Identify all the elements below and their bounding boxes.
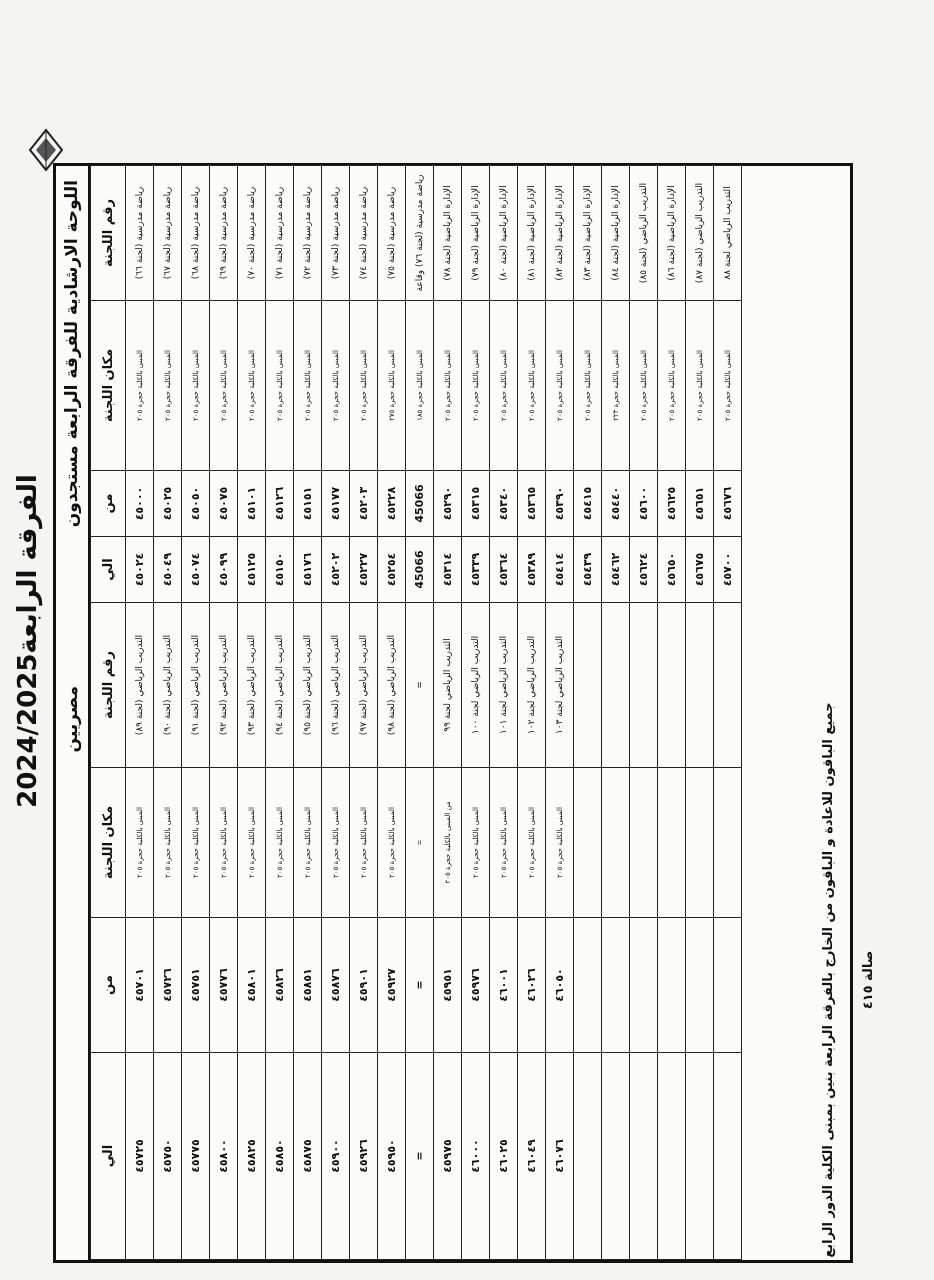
to-cell: ٤٥١٢٥ bbox=[238, 537, 266, 603]
place-cell: المبنى بالكلية حجرة ٢٠٥ bbox=[210, 768, 238, 918]
from-cell: ٤٥٩٧٦ bbox=[462, 918, 490, 1053]
from-cell bbox=[602, 918, 630, 1053]
to-cell: ٤٥٨٧٥ bbox=[294, 1053, 322, 1260]
place-cell: المبنى بالكلية حجرة ٢٠٥ bbox=[434, 301, 462, 471]
place-cell: المبنى بالكلية حجرة ٢٠٥ bbox=[154, 301, 182, 471]
from-cell: ٤٥٧٠١ bbox=[126, 918, 154, 1053]
place-cell bbox=[602, 768, 630, 918]
place-cell: المبنى بالكلية حجرة ٢٠٥ bbox=[378, 768, 406, 918]
committee-cell: التدريب الرياضي لجنة ١٠١ bbox=[490, 603, 518, 768]
table-row bbox=[462, 166, 490, 1260]
to-cell: ٤٥٩٠٠ bbox=[322, 1053, 350, 1260]
to-cell: ٤٥١٥٠ bbox=[266, 537, 294, 603]
table-row bbox=[490, 166, 518, 1260]
from-cell: ٤٥٧٢٦ bbox=[154, 918, 182, 1053]
place-cell: من المبنى بالكلية حجرة ٢٠٥ bbox=[434, 768, 462, 918]
to-cell: ٤٦٠٤٩ bbox=[518, 1053, 546, 1260]
place-cell: المبنى بالكلية حجرة ٢٠٥ bbox=[462, 768, 490, 918]
committee-cell bbox=[658, 603, 686, 768]
committee-cell: التدريب الرياضي (لجنة ٩٣) bbox=[238, 603, 266, 768]
committee-cell: رياضة مدرسية (لجنة ٧١) bbox=[266, 166, 294, 301]
place-cell: = bbox=[406, 768, 434, 918]
table-row bbox=[126, 166, 154, 1260]
to-cell: ٤٥٤٣٩ bbox=[574, 537, 602, 603]
committee-cell: رياضة مدرسية (لجنة ٦٧) bbox=[154, 166, 182, 301]
place-cell: المبنى بالكلية حجرة ٢٠٥ bbox=[462, 301, 490, 471]
to-cell: ٤٥٧٠٠ bbox=[714, 537, 742, 603]
committee-cell: رياضة مدرسية (لجنة ٧٣) bbox=[322, 166, 350, 301]
place-cell: المبنى بالكلية حجرة ٢٠٥ bbox=[658, 301, 686, 471]
table-row bbox=[518, 166, 546, 1260]
committee-cell: التدريب الرياضي (لجنة ٨٧) bbox=[686, 166, 714, 301]
committee-cell: التدريب الرياضي (لجنة ٩٢) bbox=[210, 603, 238, 768]
committee-cell: رياضة مدرسية (لجنة ٧٠) bbox=[238, 166, 266, 301]
committee-cell: رياضة مدرسية (لجنة ٧٥) bbox=[378, 166, 406, 301]
committee-cell bbox=[602, 603, 630, 768]
place-cell: المبنى بالكلية حجرة ٢٠٥ bbox=[574, 301, 602, 471]
from-cell: ٤٥٨٥١ bbox=[294, 918, 322, 1053]
place-cell: المبنى بالكلية حجرة ٢٠٥ bbox=[630, 301, 658, 471]
from-cell: ٤٥١٥١ bbox=[294, 471, 322, 537]
place-cell: المبنى بالكلية حجرة ٢٢٣ bbox=[602, 301, 630, 471]
from-cell bbox=[714, 918, 742, 1053]
to-cell: ٤٥٦٧٥ bbox=[686, 537, 714, 603]
col-place: مكان اللجنة bbox=[91, 301, 126, 471]
to-cell: ٤٥٧٥٠ bbox=[154, 1053, 182, 1260]
committee-cell: التدريب الرياضي (لجنة ٨٩) bbox=[126, 603, 154, 768]
from-cell: ٤٥٩٥١ bbox=[434, 918, 462, 1053]
to-cell: 45066 bbox=[406, 537, 434, 603]
to-cell: ٤٥٣١٤ bbox=[434, 537, 462, 603]
from-cell: ٤٥٨٢٦ bbox=[266, 918, 294, 1053]
from-cell: ٤٥٨٧٦ bbox=[322, 918, 350, 1053]
to-cell: ٤٥٦٥٠ bbox=[658, 537, 686, 603]
to-cell: ٤٥٤١٤ bbox=[546, 537, 574, 603]
guidance-board bbox=[53, 163, 876, 1263]
col-committee-no: رقم اللجنة bbox=[91, 166, 126, 301]
committee-cell: الإدارة الرياضية (لجنة ٨٠) bbox=[490, 166, 518, 301]
committee-cell: التدريب الرياضي (لجنة ٩١) bbox=[182, 603, 210, 768]
committee-cell: الإدارة الرياضية (لجنة ٨٤) bbox=[602, 166, 630, 301]
table-row bbox=[714, 166, 742, 1260]
committee-cell: التدريب الرياضي لجنة ١٠٢ bbox=[518, 603, 546, 768]
to-cell bbox=[658, 1053, 686, 1260]
to-cell bbox=[574, 1053, 602, 1260]
place-cell bbox=[714, 768, 742, 918]
committees-table bbox=[90, 165, 742, 1260]
committee-cell: رياضة مدرسية (لجنة ٦٦) bbox=[126, 166, 154, 301]
from-cell: ٤٥٣١٥ bbox=[462, 471, 490, 537]
committee-cell: التدريب الرياضي لجنة ١٠٠ bbox=[462, 603, 490, 768]
place-cell: المبنى بالكلية حجرة ٢٠٥ bbox=[294, 768, 322, 918]
place-cell bbox=[686, 768, 714, 918]
committee-cell: رياضة مدرسية (لجنة ٧٤) bbox=[350, 166, 378, 301]
to-cell: ٤٦٠٧٦ bbox=[546, 1053, 574, 1260]
table-row bbox=[574, 166, 602, 1260]
committee-cell: الإدارة الرياضية (لجنة ٨٢) bbox=[546, 166, 574, 301]
from-cell: ٤٥٦٧٦ bbox=[714, 471, 742, 537]
to-cell bbox=[686, 1053, 714, 1260]
from-cell: ٤٥٠٢٥ bbox=[154, 471, 182, 537]
from-cell: ٤٥١٠١ bbox=[238, 471, 266, 537]
from-cell: ٤٥٨٠١ bbox=[238, 918, 266, 1053]
committee-cell: التدريب الرياضي لجنة ٨٨ bbox=[714, 166, 742, 301]
place-cell: المبنى بالكلية حجرة ٢٠٥ bbox=[238, 768, 266, 918]
committee-cell: التدريب الرياضي (لجنة ٩٧) bbox=[350, 603, 378, 768]
rotated-document bbox=[1, 19, 931, 1263]
table-header-row bbox=[91, 166, 126, 1260]
to-cell: ٤٦٠٠٠ bbox=[462, 1053, 490, 1260]
from-cell: ٤٥٩٢٧ bbox=[378, 918, 406, 1053]
place-cell: المبنى بالكلية حجرة ٢٠٥ bbox=[126, 768, 154, 918]
table-row bbox=[406, 166, 434, 1260]
board-header bbox=[56, 166, 90, 1260]
place-cell: المبنى بالكلية حجرة ٢٠٥ bbox=[490, 768, 518, 918]
place-cell: المبنى بالكلية حجرة ٢٠٥ bbox=[546, 768, 574, 918]
to-cell: ٤٥٦٢٤ bbox=[630, 537, 658, 603]
from-cell: ٤٥٣٤٠ bbox=[490, 471, 518, 537]
place-cell bbox=[630, 768, 658, 918]
from-cell: = bbox=[406, 918, 434, 1053]
from-cell: ٤٥٧٧٦ bbox=[210, 918, 238, 1053]
place-cell: المبنى بالكلية حجرة ٢٧٥ bbox=[378, 301, 406, 471]
col-from: من bbox=[91, 471, 126, 537]
to-cell: ٤٥٩٢٦ bbox=[350, 1053, 378, 1260]
from-cell bbox=[630, 918, 658, 1053]
committee-cell: الإدارة الرياضية (لجنة ٧٨) bbox=[434, 166, 462, 301]
to-cell: ٤٥١٧٦ bbox=[294, 537, 322, 603]
to-cell: ٤٥٣٨٩ bbox=[518, 537, 546, 603]
committee-cell: الإدارة الرياضية (لجنة ٨٦) bbox=[658, 166, 686, 301]
table-row bbox=[350, 166, 378, 1260]
place-cell: المبنى بالكلية حجرة ١٨٥ bbox=[406, 301, 434, 471]
from-cell: 45066 bbox=[406, 471, 434, 537]
to-cell: = bbox=[406, 1053, 434, 1260]
from-cell: ٤٥٤١٥ bbox=[574, 471, 602, 537]
from-cell: ٤٥٣٦٥ bbox=[518, 471, 546, 537]
col-to: الي bbox=[91, 537, 126, 603]
from-cell: ٤٥٧٥١ bbox=[182, 918, 210, 1053]
committee-cell: = bbox=[406, 603, 434, 768]
to-cell bbox=[602, 1053, 630, 1260]
place-cell: المبنى بالكلية حجرة ٢٠٥ bbox=[546, 301, 574, 471]
committee-cell: التدريب الرياضي لجنة ٩٩ bbox=[434, 603, 462, 768]
place-cell bbox=[574, 768, 602, 918]
to-cell: ٤٥٠٧٤ bbox=[182, 537, 210, 603]
place-cell: المبنى بالكلية حجرة ٢٠٥ bbox=[154, 768, 182, 918]
place-cell: المبنى بالكلية حجرة ٢٠٥ bbox=[294, 301, 322, 471]
committee-cell: رياضة مدرسية (لجنة ٦٨) bbox=[182, 166, 210, 301]
place-cell bbox=[658, 768, 686, 918]
col-place: مكان اللجنة bbox=[91, 768, 126, 918]
table-row bbox=[182, 166, 210, 1260]
from-cell: ٤٥٠٧٥ bbox=[210, 471, 238, 537]
from-cell: ٤٥٠٠٠ bbox=[126, 471, 154, 537]
committee-cell: التدريب الرياضي (لجنة ٩٥) bbox=[294, 603, 322, 768]
committee-cell bbox=[714, 603, 742, 768]
from-cell: ٤٦٠٢٦ bbox=[518, 918, 546, 1053]
committee-cell: رياضة مدرسية (لجنة ٦٩) bbox=[210, 166, 238, 301]
table-row bbox=[658, 166, 686, 1260]
to-cell: ٤٥٠٢٤ bbox=[126, 537, 154, 603]
to-cell: ٤٥٢٥٤ bbox=[378, 537, 406, 603]
place-cell: المبنى بالكلية حجرة ٢٠٥ bbox=[518, 768, 546, 918]
table-row bbox=[602, 166, 630, 1260]
to-cell: ٤٥٩٧٥ bbox=[434, 1053, 462, 1260]
from-cell: ٤٥٠٥٠ bbox=[182, 471, 210, 537]
place-cell: المبنى بالكلية حجرة ٢٠٥ bbox=[686, 301, 714, 471]
from-cell: ٤٥٢٩٠ bbox=[434, 471, 462, 537]
footer-note: جميع الباقون للاعادة و الباقون من الخارج بالفرقة الرابعة بنين بمبنى الكلية الدور الرابع صالة ٤١٥ bbox=[821, 702, 876, 1258]
to-cell: ٤٥٧٧٥ bbox=[182, 1053, 210, 1260]
board-title: اللوحة الارشادية للفرقة الرابعة مستجدون bbox=[62, 180, 82, 528]
from-cell: ٤٥١٧٧ bbox=[322, 471, 350, 537]
to-cell: ٤٥٢٢٧ bbox=[350, 537, 378, 603]
from-cell: ٤٦٠٥٠ bbox=[546, 918, 574, 1053]
from-cell bbox=[574, 918, 602, 1053]
from-cell: ٤٥٤٤٠ bbox=[602, 471, 630, 537]
to-cell: ٤٥٨٥٠ bbox=[266, 1053, 294, 1260]
from-cell bbox=[686, 918, 714, 1053]
to-cell: ٤٥٩٥٠ bbox=[378, 1053, 406, 1260]
table-row bbox=[294, 166, 322, 1260]
place-cell: المبنى بالكلية حجرة ٢٠٥ bbox=[266, 301, 294, 471]
to-cell: ٤٥٣٣٩ bbox=[462, 537, 490, 603]
to-cell: ٤٥٠٤٩ bbox=[154, 537, 182, 603]
committee-cell: الإدارة الرياضية (لجنة ٧٩) bbox=[462, 166, 490, 301]
board-subtitle: مصريين bbox=[62, 686, 82, 753]
committee-cell bbox=[574, 603, 602, 768]
col-from: من bbox=[91, 918, 126, 1053]
from-cell: ٤٥٦٢٥ bbox=[658, 471, 686, 537]
committee-cell: التدريب الرياضي (لجنة ٩٨) bbox=[378, 603, 406, 768]
table-row bbox=[434, 166, 462, 1260]
to-cell bbox=[630, 1053, 658, 1260]
from-cell: ٤٥٦٥١ bbox=[686, 471, 714, 537]
committee-cell: التدريب الرياضي (لجنة ٩٤) bbox=[266, 603, 294, 768]
page-title: الفرقة الرابعة2024/2025 bbox=[13, 474, 43, 808]
committee-cell bbox=[686, 603, 714, 768]
table-row bbox=[686, 166, 714, 1260]
from-cell: ٤٥٩٠١ bbox=[350, 918, 378, 1053]
place-cell: المبنى بالكلية حجرة ٢٠٥ bbox=[238, 301, 266, 471]
from-cell: ٤٥٢٠٣ bbox=[350, 471, 378, 537]
place-cell: المبنى بالكلية حجرة ٢٠٥ bbox=[518, 301, 546, 471]
from-cell bbox=[658, 918, 686, 1053]
place-cell: المبنى بالكلية حجرة ٢٠٥ bbox=[182, 768, 210, 918]
committee-cell: التدريب الرياضي (لجنة ٨٥) bbox=[630, 166, 658, 301]
place-cell: المبنى بالكلية حجرة ٢٠٥ bbox=[266, 768, 294, 918]
table-row bbox=[154, 166, 182, 1260]
committee-cell bbox=[630, 603, 658, 768]
from-cell: ٤٥٣٩٠ bbox=[546, 471, 574, 537]
table-row bbox=[630, 166, 658, 1260]
to-cell: ٤٥٧٢٥ bbox=[126, 1053, 154, 1260]
from-cell: ٤٥٦٠٠ bbox=[630, 471, 658, 537]
to-cell: ٤٥٢٠٢ bbox=[322, 537, 350, 603]
table-row bbox=[210, 166, 238, 1260]
to-cell: ٤٥٨٢٥ bbox=[238, 1053, 266, 1260]
place-cell: المبنى بالكلية حجرة ٢٠٥ bbox=[714, 301, 742, 471]
place-cell: المبنى بالكلية حجرة ٢٠٥ bbox=[126, 301, 154, 471]
table-row bbox=[238, 166, 266, 1260]
place-cell: المبنى بالكلية حجرة ٢٠٥ bbox=[490, 301, 518, 471]
from-cell: ٤٥٢٢٨ bbox=[378, 471, 406, 537]
place-cell: المبنى بالكلية حجرة ٢٠٥ bbox=[350, 768, 378, 918]
table-row bbox=[266, 166, 294, 1260]
table-row bbox=[378, 166, 406, 1260]
place-cell: المبنى بالكلية حجرة ٢٠٥ bbox=[210, 301, 238, 471]
to-cell: ٤٦٠٢٥ bbox=[490, 1053, 518, 1260]
committee-cell: رياضة مدرسية (لجنة ٧٦) وقاعة bbox=[406, 166, 434, 301]
committee-cell: التدريب الرياضي لجنة ١٠٣ bbox=[546, 603, 574, 768]
table-row bbox=[546, 166, 574, 1260]
place-cell: المبنى بالكلية حجرة ٢٠٥ bbox=[322, 768, 350, 918]
place-cell: المبنى بالكلية حجرة ٢٠٥ bbox=[182, 301, 210, 471]
to-cell: ٤٥٣٦٤ bbox=[490, 537, 518, 603]
table-row bbox=[322, 166, 350, 1260]
committee-cell: الإدارة الرياضية (لجنة ٨١) bbox=[518, 166, 546, 301]
place-cell: المبنى بالكلية حجرة ٢٠٥ bbox=[322, 301, 350, 471]
to-cell: ٤٥٠٩٩ bbox=[210, 537, 238, 603]
col-committee-no: رقم اللجنة bbox=[91, 603, 126, 768]
to-cell: ٤٥٤٦٢ bbox=[602, 537, 630, 603]
from-cell: ٤٦٠٠١ bbox=[490, 918, 518, 1053]
to-cell bbox=[714, 1053, 742, 1260]
from-cell: ٤٥١٢٦ bbox=[266, 471, 294, 537]
place-cell: المبنى بالكلية حجرة ٢٠٥ bbox=[350, 301, 378, 471]
committee-cell: الإدارة الرياضية (لجنة ٨٣) bbox=[574, 166, 602, 301]
to-cell: ٤٥٨٠٠ bbox=[210, 1053, 238, 1260]
committee-cell: رياضة مدرسية (لجنة ٧٢) bbox=[294, 166, 322, 301]
committee-cell: التدريب الرياضي (لجنة ٩٦) bbox=[322, 603, 350, 768]
col-to: الي bbox=[91, 1053, 126, 1260]
committee-cell: التدريب الرياضي (لجنة ٩٠) bbox=[154, 603, 182, 768]
